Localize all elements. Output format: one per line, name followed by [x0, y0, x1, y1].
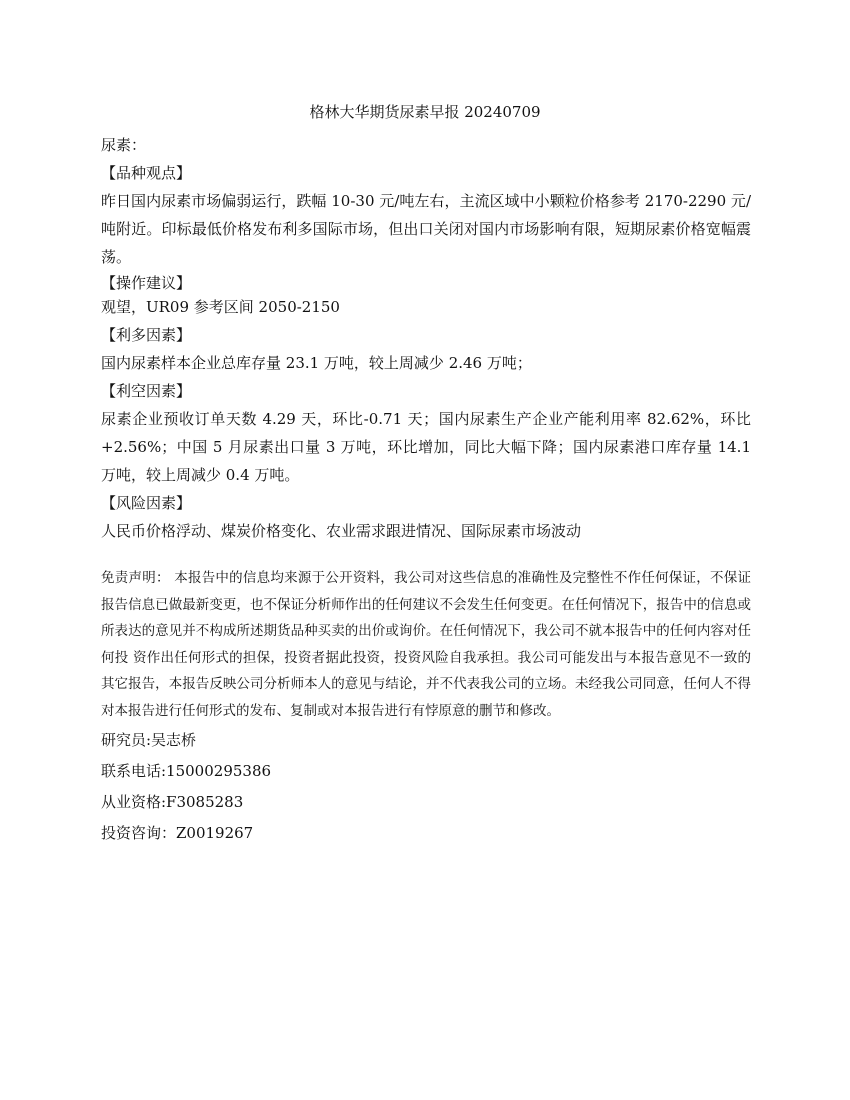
bearish-text: 尿素企业预收订单天数 4.29 天，环比-0.71 天；国内尿素生产企业产能利用率 82.62%，环比+2.56%；中国 5 月尿素出口量 3 万吨，环比增加，同比大幅下降；国内尿素港口库存量 14.1 万吨，较上周减少 0.4 万吨。 — [101, 410, 751, 484]
risk-text: 人民币价格浮动、煤炭价格变化、农业需求跟进情况、国际尿素市场波动 — [101, 522, 582, 540]
product-name: 尿素： — [101, 136, 147, 154]
qualification-number: 从业资格:F3085283 — [101, 792, 244, 811]
bearish-heading: 【利空因素】 — [101, 382, 192, 400]
view-text: 昨日国内尿素市场偏弱运行，跌幅 10-30 元/吨左右，主流区域中小颗粒价格参考 2170-2290 元/吨附近。印标最低价格发布利多国际市场，但出口关闭对国内市场影响有限，短期尿素价格宽幅震荡。 — [101, 192, 751, 266]
operation-text: 观望，UR09 参考区间 2050-2150 — [101, 298, 340, 316]
consulting-number: 投资咨询：Z0019267 — [101, 823, 254, 842]
risk-heading: 【风险因素】 — [101, 494, 192, 512]
bullish-text: 国内尿素样本企业总库存量 23.1 万吨，较上周减少 2.46 万吨； — [101, 354, 532, 372]
operation-heading: 【操作建议】 — [101, 274, 192, 292]
view-heading: 【品种观点】 — [101, 164, 192, 182]
analyst-name: 研究员:吴志桥 — [101, 730, 197, 749]
report-title: 格林大华期货尿素早报 20240709 — [309, 103, 541, 121]
disclaimer-text: 免责声明： 本报告中的信息均来源于公开资料，我公司对这些信息的准确性及完整性不作任何保证，不保证报告信息已做最新变更，也不保证分析师作出的任何建议不会发生任何变更。在任何情况下，报告中的信息或所表达的意见并不构成所述期货品种买卖的出价或询价。在任何情况下，我公司不就本报告中的任何内容对任何投 资作出任何形式的担保，投资者据此投资，投资风险自我承担。我公司可能发出与本报告意见不一致的其它报告，本报告反映公司分析师本人的意见与结论，并不代表我公司的立场。未经我公司同意，任何人不得对本报告进行任何形式的发布、复制或对本报告进行有悖原意的删节和修改。 — [101, 570, 751, 719]
report-body — [101, 131, 751, 849]
bullish-heading: 【利多因素】 — [101, 326, 192, 344]
contact-phone: 联系电话:15000295386 — [101, 761, 272, 780]
